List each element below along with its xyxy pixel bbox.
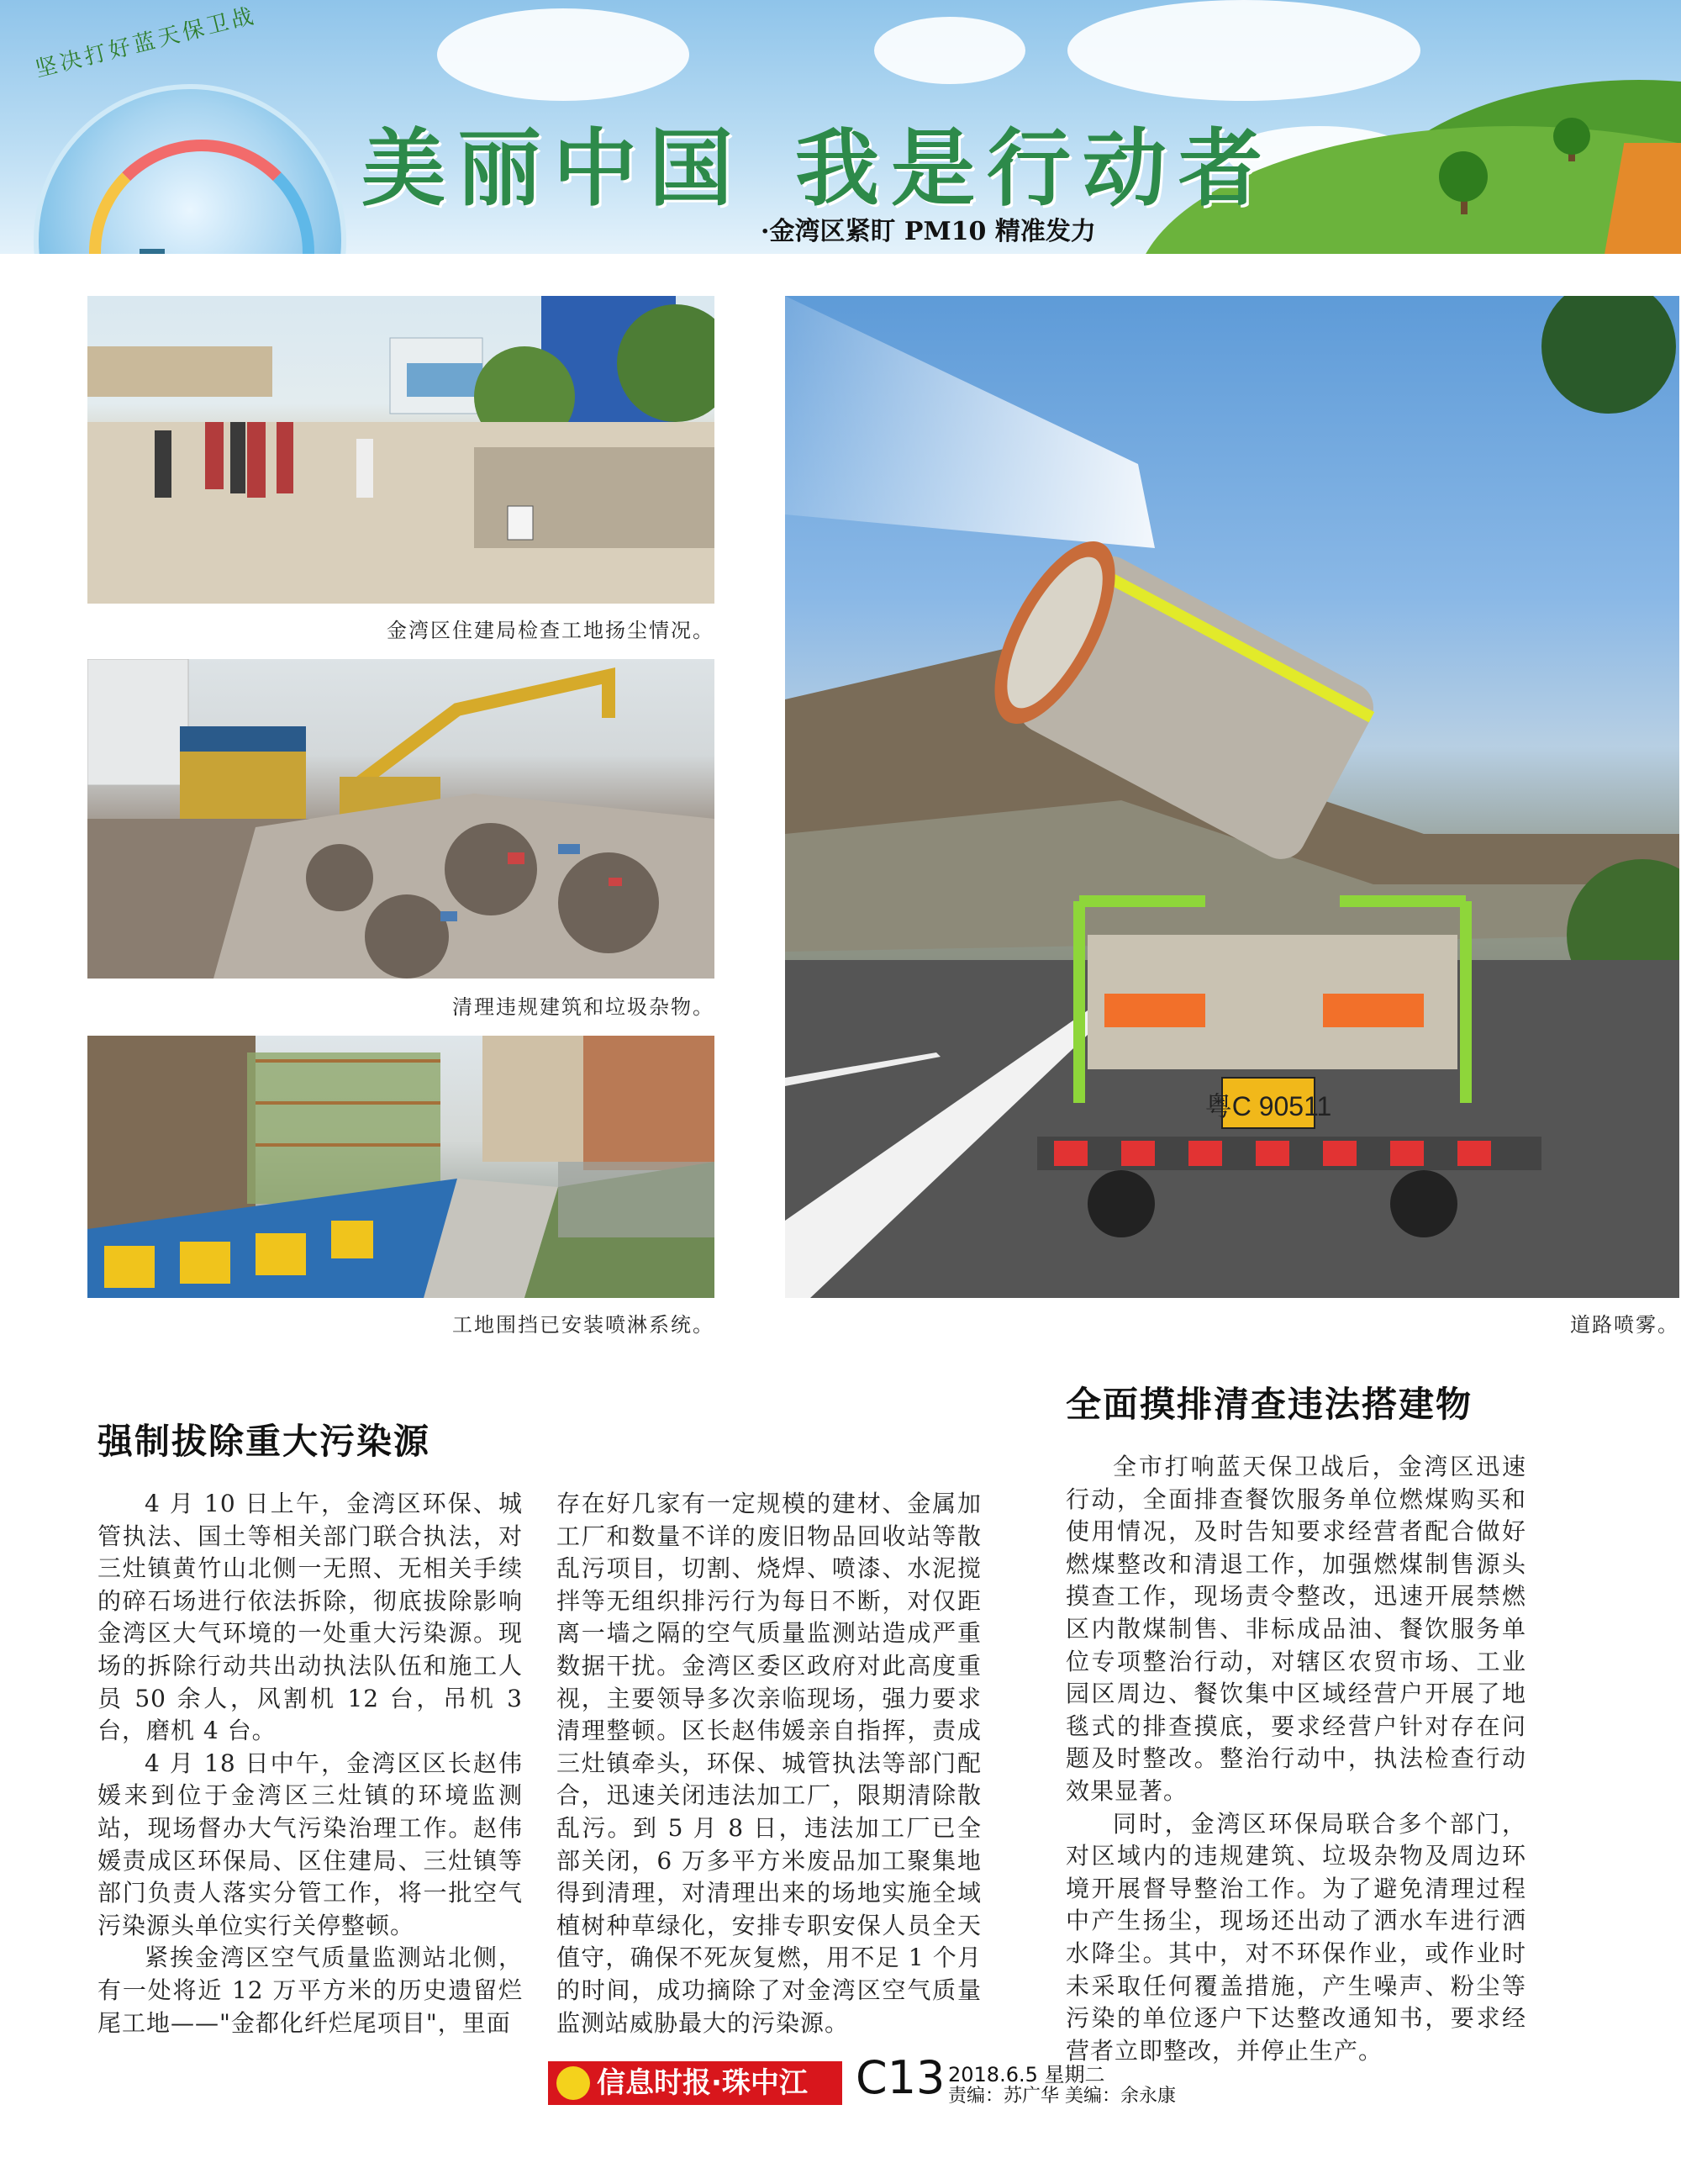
edition-name: ·珠中江 <box>711 2066 808 2100</box>
photo-caption: 金湾区住建局检查工地扬尘情况。 <box>387 619 714 642</box>
section-heading-right: 全面摸排清查违法搭建物 <box>1066 1384 1473 1425</box>
header-banner <box>0 0 1681 254</box>
article-paragraph: 同时，金湾区环保局联合多个部门，对区域内的违规建筑、垃圾杂物及周边环境开展督导整治工作。为了避免清理过程中产生扬尘，现场还出动了洒水车进行洒水降尘。其中，对不环保作业，或作业时未采取任何覆盖措施，产生噪声、粉尘等污染的单位逐户下达整改通知书，要求经营者立即整改，并停止生产。 <box>1066 1809 1526 2065</box>
photo-illustration <box>785 296 1679 1298</box>
article-paragraph: 4 月 10 日上午，金湾区环保、城管执法、国土等相关部门联合执法，对三灶镇黄竹山北侧一无照、无相关手续的碎石场进行依法拆除，彻底拔除影响金湾区大气环境的一处重大污染源。现场的拆除行动共出动执法队伍和施工人员 50 余人，风割机 12 台，吊机 3 台，磨机 4 台。 <box>97 1490 523 1745</box>
article-paragraph: 4 月 18 日中午，金湾区区长赵伟媛来到位于金湾区三灶镇的环境监测站，现场督办大气污染治理工作。赵伟媛责成区环保局、区住建局、三灶镇等部门负责人落实分管工作，将一批空气污染源头单位实行关停整顿。 <box>97 1749 523 1939</box>
cloud-shape <box>437 8 689 101</box>
photo-caption: 工地围挡已安装喷淋系统。 <box>452 1313 714 1337</box>
newspaper-name: 信息时报 <box>597 2066 711 2100</box>
photo-illustration <box>87 659 714 979</box>
banner-title-part1: 美丽中国 <box>361 119 745 218</box>
logo-icon <box>556 2066 590 2100</box>
photo-illustration <box>87 1036 714 1298</box>
cloud-shape <box>1067 0 1420 101</box>
photo-demolition <box>87 659 714 979</box>
article-column-3 <box>1066 1451 1526 2067</box>
article-column-1 <box>97 1488 523 2039</box>
rainbow-icon <box>89 140 314 254</box>
photo-illustration <box>87 296 714 604</box>
photo-site-inspection <box>87 296 714 604</box>
emblem-slogan: 坚决打好蓝天保卫战 <box>32 3 260 83</box>
tree-icon <box>1439 151 1488 202</box>
article-paragraph: 全市打响蓝天保卫战后，金湾区迅速行动，全面排查餐饮服务单位燃煤购买和使用情况，及时告知要求经营者配合做好燃煤整改和清退工作，加强燃煤制售源头摸查工作，现场责令整改，迅速开展禁燃区内散煤制售、非标成品油、餐饮服务单位专项整治行动，对辖区农贸市场、工业园区周边、餐饮集中区域经营户开展了地毯式的排查摸底，要求经营户针对存在问题及时整改。整治行动中，执法检查行动效果显著。 <box>1066 1453 1526 1805</box>
photo-caption: 道路喷雾。 <box>1570 1313 1679 1337</box>
banner-title <box>361 101 1274 222</box>
editor-credits: 责编：苏广华 美编：余永康 <box>948 2086 1176 2107</box>
building-icon <box>140 249 165 254</box>
article-paragraph: 紧挨金湾区空气质量监测站北侧，有一处将近 12 万平方米的历史遗留烂尾工地——"金都化纤烂尾项目"，里面 <box>97 1944 523 2037</box>
banner-subtitle: ·金湾区紧盯 PM10 精准发力 <box>761 217 1096 246</box>
photo-caption: 清理违规建筑和垃圾杂物。 <box>452 995 714 1019</box>
license-plate: 粤C 90511 <box>1204 1091 1332 1121</box>
cloud-shape <box>874 17 1025 84</box>
section-heading-left: 强制拔除重大污染源 <box>97 1421 431 1462</box>
photo-road-mist-truck <box>785 296 1679 1298</box>
newspaper-logo <box>548 2061 842 2105</box>
issue-date: 2018.6.5 星期二 <box>948 2063 1105 2086</box>
banner-title-part2: 我是行动者 <box>795 119 1274 218</box>
photo-spray-fence <box>87 1036 714 1298</box>
globe-emblem <box>34 84 346 254</box>
article-column-2 <box>556 1488 982 2039</box>
page-number: C13 <box>856 2051 946 2104</box>
article-paragraph: 存在好几家有一定规模的建材、金属加工厂和数量不详的废旧物品回收站等散乱污项目，切割、烧焊、喷漆、水泥搅拌等无组织排污行为每日不断，对仅距离一墙之隔的空气质量监测站造成严重数据干扰。金湾区委区政府对此高度重视，主要领导多次亲临现场，强力要求清理整顿。区长赵伟媛亲自指挥，责成三灶镇牵头，环保、城管执法等部门配合，迅速关闭违法加工厂，限期清除散乱污。到 5 月 8 日，违法加工厂已全部关闭，6 万多平方米废品加工聚集地得到清理，对清理出来的场地实施全域植树种草绿化，安排专职安保人员全天值守，确保不死灰复燃，用不足 1 个月的时间，成功摘除了对金湾区空气质量监测站威胁最大的污染源。 <box>556 1490 982 2037</box>
tree-icon <box>1553 118 1590 155</box>
